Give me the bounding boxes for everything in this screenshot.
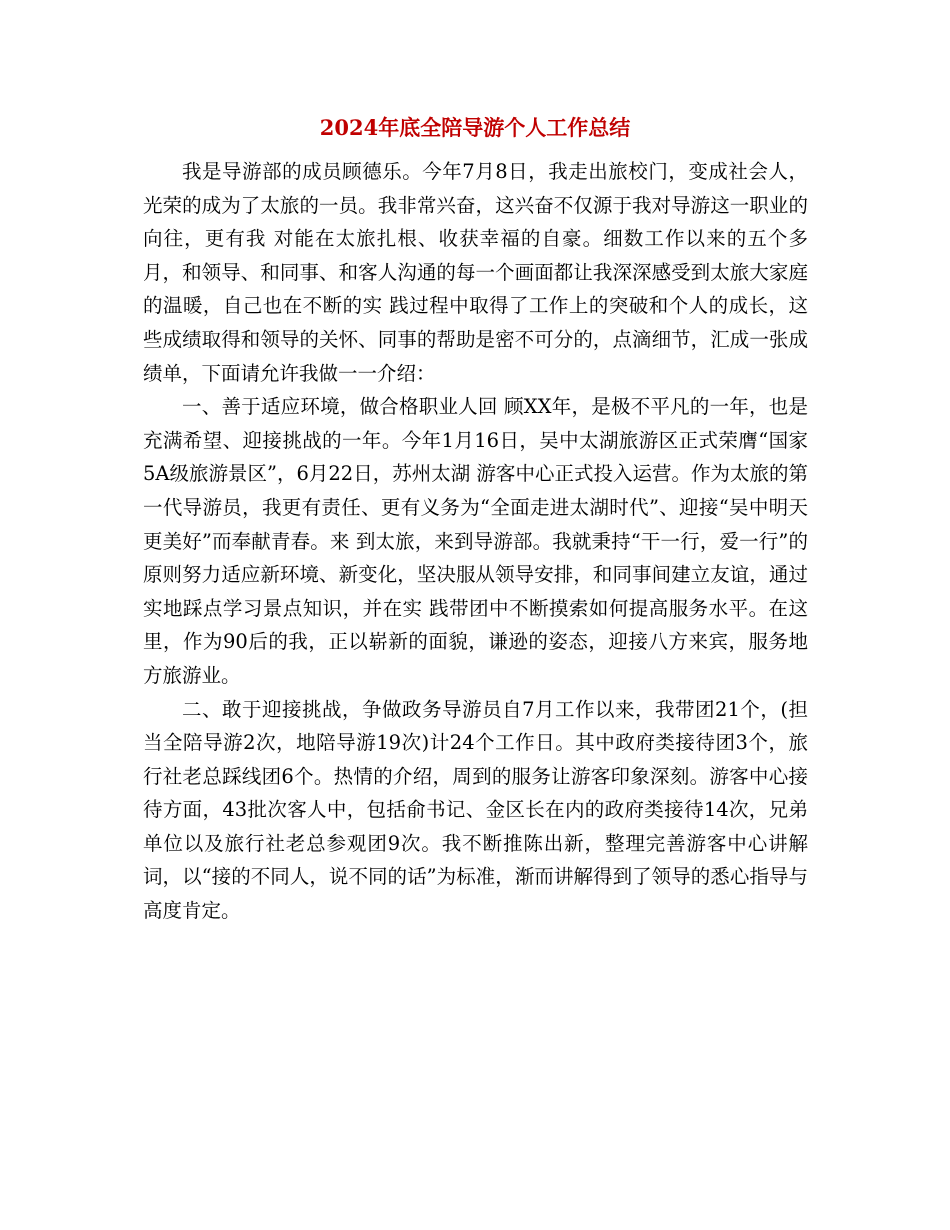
document-body xyxy=(143,155,808,928)
paragraph-section-1: 一、善于适应环境，做合格职业人回 顾XX年，是极不平凡的一年，也是充满希望、迎接挑战的一年。今年1月16日，吴中太湖旅游区正式荣膺“国家5A级旅游景区”，6月22日，苏州太湖 游客中心正式投入运营。作为太旅的第一代导游员，我更有责任、更有义务为“全面走进太湖时代”、迎接“吴中明天更美好”而奉献青春。来 到太旅，来到导游部。我就秉持“干一行，爱一行”的原则努力适应新环境、新变化，坚决服从领导安排，和同事间建立友谊，通过实地踩点学习景点知识，并在实 践带团中不断摸索如何提高服务水平。在这里，作为90后的我，正以崭新的面貌，谦逊的姿态，迎接八方来宾，服务地方旅游业。 xyxy=(143,395,808,687)
document-title: 2024年底全陪导游个人工作总结 xyxy=(319,115,631,140)
paragraph-section-2: 二、敢于迎接挑战，争做政务导游员自7月工作以来，我带团21个，(担当全陪导游2次，地陪导游19次)计24个工作日。其中政府类接待团3个，旅行社老总踩线团6个。热情的介绍，周到的服务让游客印象深刻。游客中心接待方面，43批次客人中，包括俞书记、金区长在内的政府类接待14次，兄弟单位以及旅行社老总参观团9次。我不断推陈出新，整理完善游客中心讲解词，以“接的不同人，说不同的话”为标准，渐而讲解得到了领导的悉心指导与高度肯定。 xyxy=(143,697,808,923)
paragraph-intro: 我是导游部的成员顾德乐。今年7月8日，我走出旅校门，变成社会人，光荣的成为了太旅的一员。我非常兴奋，这兴奋不仅源于我对导游这一职业的向往，更有我 对能在太旅扎根、收获幸福的自豪。细数工作以来的五个多月，和领导、和同事、和客人沟通的每一个画面都让我深深感受到太旅大家庭的温暖，自己也在不断的实 践过程中取得了工作上的突破和个人的成长，这些成绩取得和领导的关怀、同事的帮助是密不可分的，点滴细节，汇成一张成绩单，下面请允许我做一一介绍： xyxy=(143,160,808,385)
